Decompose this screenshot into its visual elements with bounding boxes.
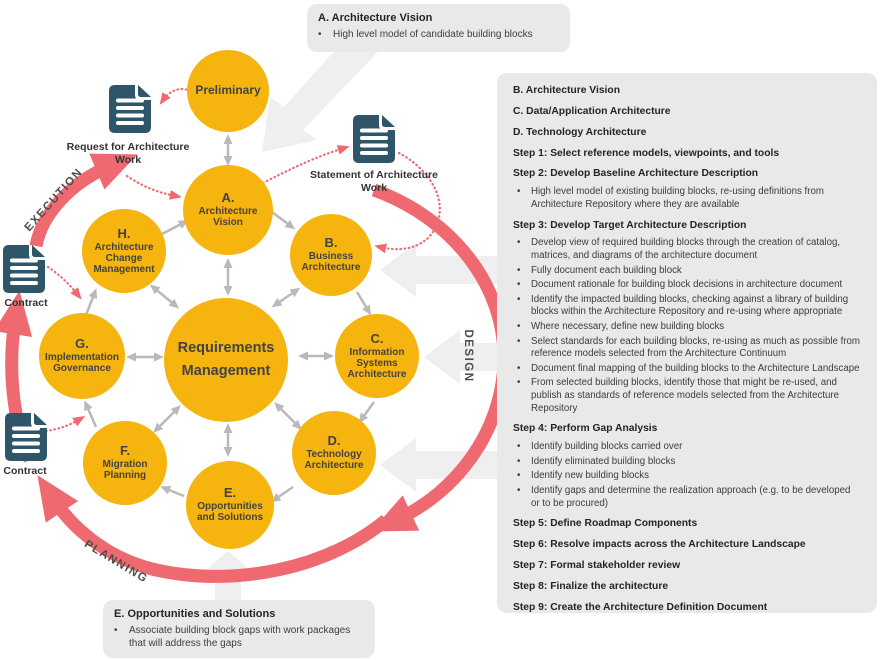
phase-name: Implementation Governance bbox=[45, 352, 119, 375]
panel-section-heading: Step 6: Resolve impacts across the Architecture Landscape bbox=[513, 539, 806, 551]
panel-section-heading: Step 5: Define Roadmap Components bbox=[513, 518, 698, 530]
phase-circle-center bbox=[164, 298, 288, 422]
bullet-text: Identify gaps and determine the realization approach (e.g. to be developed or to be procured) bbox=[531, 484, 851, 509]
bullet-item bbox=[513, 377, 861, 415]
bullet-item bbox=[318, 28, 559, 41]
contract-1-document-icon bbox=[2, 244, 46, 294]
phase-letter: D. bbox=[327, 433, 341, 449]
flow-center-f bbox=[156, 408, 178, 430]
flow-center-b bbox=[275, 290, 297, 305]
document-label-contract-2: Contract bbox=[3, 465, 47, 477]
bullet-dot: • bbox=[517, 470, 521, 482]
panel-section-heading: Step 8: Finalize the architecture bbox=[513, 580, 669, 592]
link-contract-h bbox=[48, 267, 78, 295]
panel-section-heading: D. Technology Architecture bbox=[513, 126, 647, 138]
bullet-dot: • bbox=[517, 377, 521, 389]
bullet-dot: • bbox=[517, 441, 521, 453]
flow-center-h bbox=[153, 287, 176, 306]
bullet-item bbox=[513, 265, 861, 278]
stage-label-planning: PLANNING bbox=[82, 538, 150, 586]
bullet-text: Document final mapping of the building blocks to the Architecture Landscape bbox=[531, 362, 860, 374]
bullet-text: Fully document each building block bbox=[531, 264, 682, 276]
bullet-text: Associate building block gaps with work packages that will address the gaps bbox=[129, 625, 351, 649]
bullet-text: High level model of candidate building blocks bbox=[333, 29, 533, 40]
phase-name: Opportunities and Solutions bbox=[196, 501, 264, 524]
bullet-dot: • bbox=[517, 335, 521, 347]
stage-label-design: DESIGN bbox=[462, 329, 474, 383]
bullet-text: Develop view of required building blocks through the creation of catalog, matrices, and diagrams of the architecture document bbox=[531, 237, 841, 261]
bullet-dot: • bbox=[517, 484, 521, 496]
phase-circle-g bbox=[39, 313, 125, 399]
phase-name: Migration Planning bbox=[102, 459, 148, 482]
bullet-item bbox=[513, 456, 861, 469]
phase-name: Preliminary bbox=[195, 83, 261, 98]
bullet-dot: • bbox=[517, 279, 521, 291]
panel-section-heading: Step 2: Develop Baseline Architecture Description bbox=[513, 168, 759, 180]
flow-b-c bbox=[357, 292, 369, 312]
bullet-text: Document rationale for building block decisions in architecture document bbox=[531, 279, 843, 291]
phase-letter: E. bbox=[223, 485, 237, 501]
phase-circle-h bbox=[82, 209, 166, 293]
bullet-dot: • bbox=[114, 625, 118, 636]
phase-circle-f bbox=[83, 421, 167, 505]
bullet-dot: • bbox=[517, 321, 521, 333]
panel-section-heading: Step 4: Perform Gap Analysis bbox=[513, 423, 658, 435]
bullet-text: Identify building blocks carried over bbox=[531, 441, 683, 453]
panel-section-heading: C. Data/Application Architecture bbox=[513, 105, 671, 117]
bullet-dot: • bbox=[517, 362, 521, 374]
statement-document-icon bbox=[352, 114, 396, 164]
bullet-item bbox=[513, 294, 861, 319]
bullet-text: High level model of existing building blocks, re-using definitions from Architecture Repository where they are available bbox=[531, 186, 824, 210]
bullet-item bbox=[513, 363, 861, 376]
phase-circle-a bbox=[183, 165, 273, 255]
contract-2-document-icon bbox=[4, 412, 48, 462]
flow-h-a bbox=[162, 222, 185, 234]
phase-name: Business Architecture bbox=[301, 251, 361, 274]
document-label-request: Request for Architecture Work bbox=[66, 141, 190, 167]
phase-letter: G. bbox=[75, 336, 89, 352]
bullet-dot: • bbox=[318, 29, 322, 40]
flow-e-f bbox=[164, 488, 184, 496]
panel-section-heading: Step 7: Formal stakeholder review bbox=[513, 559, 681, 571]
note-bullets bbox=[318, 28, 559, 41]
bullet-dot: • bbox=[517, 293, 521, 305]
bullet-text: Identify new building blocks bbox=[531, 470, 649, 482]
bullet-item bbox=[513, 470, 861, 483]
panel-section-bullets bbox=[513, 237, 861, 415]
link-contract-g bbox=[46, 419, 80, 431]
bullet-dot: • bbox=[517, 186, 521, 198]
bullet-dot: • bbox=[517, 237, 521, 249]
panel-section-bullets bbox=[513, 441, 861, 510]
bullet-text: Identify eliminated building blocks bbox=[531, 455, 676, 467]
phase-name: Architecture Change Management bbox=[93, 241, 155, 276]
panel-section-heading: Step 1: Select reference models, viewpoints, and tools bbox=[513, 147, 780, 159]
bullet-item bbox=[513, 485, 861, 510]
panel-section-heading: Step 3: Develop Target Architecture Description bbox=[513, 219, 747, 231]
bullet-item bbox=[513, 321, 861, 334]
note-heading: A. Architecture Vision bbox=[318, 12, 433, 24]
bullet-text: From selected building blocks, identify those that might be re-used, and publish as standards of reference models selected from the Architecture Repository bbox=[531, 377, 840, 414]
document-label-statement: Statement of Architecture Work bbox=[310, 169, 438, 195]
panel-section-heading: Step 9: Create the Architecture Definition Document bbox=[513, 601, 768, 613]
stage-label-execution: EXECUTION bbox=[22, 166, 86, 234]
flow-g-h bbox=[86, 292, 95, 315]
flow-f-g bbox=[86, 404, 96, 427]
bullet-text: Select standards for each building blocks, re-using as much as possible from reference models selected from the Architecture Continuum bbox=[531, 335, 861, 360]
phase-letter: H. bbox=[117, 225, 131, 241]
panel-section-heading: B. Architecture Vision bbox=[513, 85, 621, 96]
phase-circle-b bbox=[290, 214, 372, 296]
phase-letter: A. bbox=[221, 190, 235, 206]
bullet-item bbox=[114, 624, 364, 650]
phase-name: Requirements Management bbox=[177, 339, 275, 379]
vision-note-box bbox=[307, 4, 570, 52]
note-bullets bbox=[114, 624, 364, 650]
phase-circle-e bbox=[186, 461, 274, 549]
flow-center-d bbox=[277, 405, 299, 427]
flow-d-e bbox=[274, 487, 293, 500]
phase-circle-preliminary bbox=[187, 50, 269, 132]
bullet-text: Identify the impacted building blocks, checking against a library of building blocks within the Architecture Repository and re-using where appropriate bbox=[531, 293, 849, 318]
flow-c-d bbox=[361, 402, 374, 420]
request-document-icon bbox=[108, 84, 152, 134]
panel-section-bullets bbox=[513, 186, 861, 211]
bullet-item bbox=[513, 279, 861, 292]
link-request-a bbox=[127, 176, 176, 196]
steps-panel bbox=[497, 73, 877, 613]
bullet-item bbox=[513, 186, 861, 211]
note-heading: E. Opportunities and Solutions bbox=[114, 608, 276, 620]
phase-name: Architecture Vision bbox=[198, 206, 258, 229]
bullet-item bbox=[513, 237, 861, 262]
bullet-item bbox=[513, 441, 861, 454]
flow-a-b bbox=[272, 212, 292, 227]
phase-letter: B. bbox=[324, 235, 338, 251]
bullet-dot: • bbox=[517, 264, 521, 276]
phase-name: Information Systems Architecture bbox=[347, 346, 407, 381]
phase-letter: C. bbox=[370, 330, 384, 346]
bullet-item bbox=[513, 336, 861, 361]
phase-circle-c bbox=[335, 314, 419, 398]
phase-name: Technology Architecture bbox=[304, 449, 364, 472]
phase-circle-d bbox=[292, 411, 376, 495]
solutions-note-box bbox=[103, 600, 375, 658]
bullet-text: Where necessary, define new building blocks bbox=[531, 321, 725, 333]
document-label-contract-1: Contract bbox=[4, 297, 48, 309]
bullet-dot: • bbox=[517, 455, 521, 467]
phase-letter: F. bbox=[119, 443, 131, 459]
